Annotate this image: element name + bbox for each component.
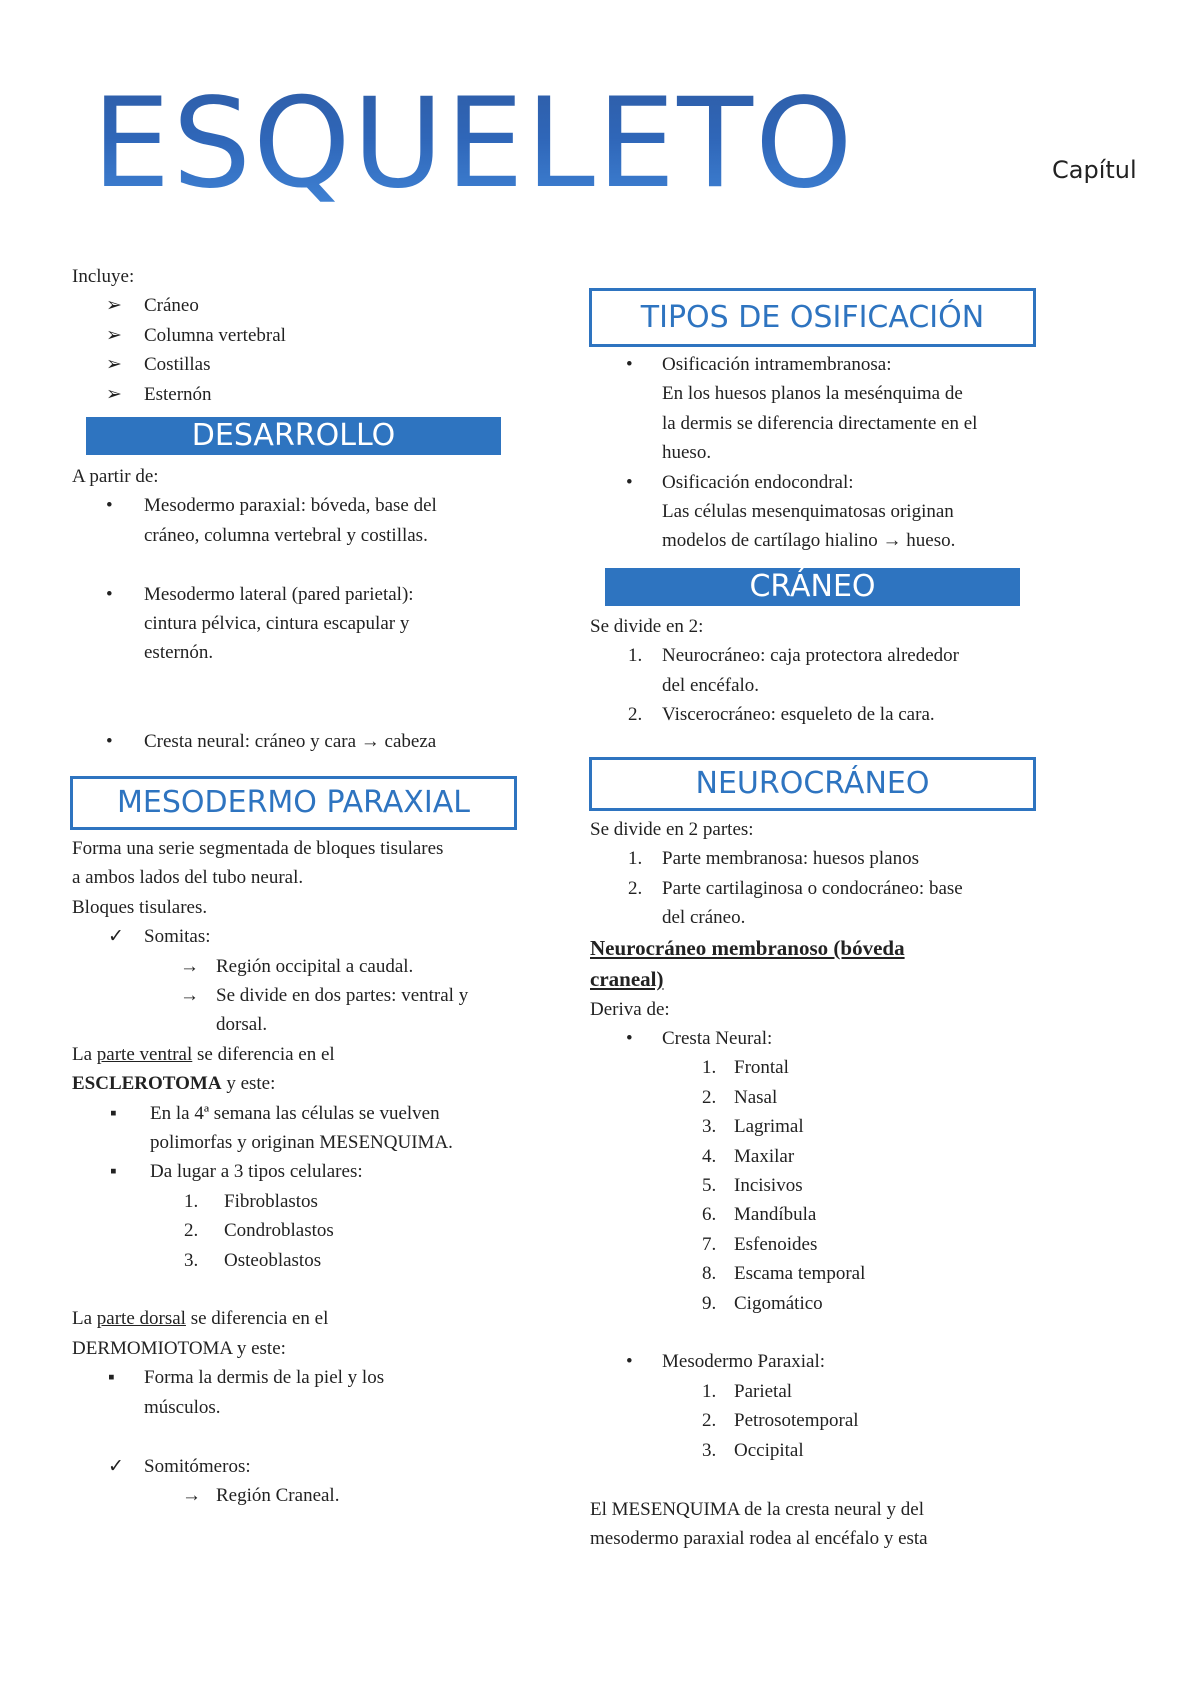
list-number: 2. bbox=[702, 1410, 717, 1432]
subheading-neurocraneo-membranoso-cont: craneal) bbox=[590, 966, 664, 991]
neurocraneo-section bbox=[590, 815, 1060, 1553]
cresta-list bbox=[590, 1053, 1060, 1318]
apartir-label: A partir de: bbox=[72, 466, 159, 487]
arrowhead-icon: ➢ bbox=[106, 354, 122, 376]
list-item: ✓ Somitómeros: bbox=[72, 1452, 542, 1481]
list-item: ➢ Columna vertebral bbox=[72, 321, 532, 350]
list-item: El MESENQUIMA de la cresta neural y del bbox=[590, 1498, 924, 1520]
page-title: ESQUELETO bbox=[92, 72, 855, 216]
list-number: 3. bbox=[702, 1439, 717, 1461]
list-item: 2. Viscerocráneo: esqueleto de la cara. bbox=[590, 700, 1060, 729]
list-item: • Mesodermo Paraxial: bbox=[590, 1347, 1060, 1376]
list-item: polimorfas y originan MESENQUIMA. bbox=[150, 1132, 453, 1154]
list-item: En los huesos planos la mesénquima de bbox=[662, 383, 963, 405]
list-item: cintura pélvica, cintura escapular y bbox=[144, 613, 410, 635]
list-item: la dermis se diferencia directamente en el bbox=[662, 412, 978, 434]
dermomiotoma-list bbox=[72, 1363, 542, 1422]
list-item: 3. Lagrimal bbox=[590, 1112, 1060, 1141]
list-item: esternón. bbox=[144, 642, 214, 664]
list-number: 2. bbox=[628, 704, 643, 726]
list-number: 1. bbox=[628, 645, 643, 667]
bullet-icon: • bbox=[626, 354, 633, 375]
final-paragraph bbox=[590, 1495, 1060, 1554]
list-number: 2. bbox=[702, 1086, 717, 1108]
esclerotoma-list bbox=[72, 1099, 542, 1187]
list-item: ▪ Da lugar a 3 tipos celulares: bbox=[72, 1157, 542, 1186]
list-item: ▪ En la 4ª semana las células se vuelven bbox=[72, 1099, 542, 1128]
list-item: hueso. bbox=[662, 442, 712, 464]
section-header-tipos-osificacion: TIPOS DE OSIFICACIÓN bbox=[589, 288, 1036, 347]
list-number: 8. bbox=[702, 1263, 717, 1285]
list-item: • Cresta neural: cráneo y cara → cabeza bbox=[72, 727, 532, 756]
mesoparax-list bbox=[590, 1377, 1060, 1465]
list-item: del cráneo. bbox=[662, 907, 746, 929]
desarrollo-list bbox=[72, 491, 532, 756]
square-bullet-icon: ▪ bbox=[108, 1367, 115, 1389]
list-item: dorsal. bbox=[216, 1014, 268, 1036]
list-item: 8. Escama temporal bbox=[590, 1259, 1060, 1288]
ventral-paragraph: La parte ventral se diferencia en el bbox=[72, 1043, 335, 1065]
list-item: músculos. bbox=[144, 1396, 221, 1418]
list-number: 1. bbox=[628, 848, 643, 870]
list-item: • Osificación intramembranosa: bbox=[590, 350, 1060, 379]
list-number: 2. bbox=[184, 1220, 199, 1242]
dermomiotoma-line: DERMOMIOTOMA y este: bbox=[72, 1337, 286, 1359]
section-header-craneo: CRÁNEO bbox=[605, 568, 1020, 606]
desarrollo-section bbox=[72, 462, 532, 756]
craneo-section bbox=[590, 612, 1060, 730]
list-item: ✓ Somitas: bbox=[72, 922, 542, 951]
bullet-icon: • bbox=[626, 471, 633, 493]
list-number: 3. bbox=[702, 1116, 717, 1138]
list-item: • Mesodermo paraxial: bóveda, base del bbox=[72, 491, 532, 520]
list-number: 6. bbox=[702, 1204, 717, 1226]
arrowhead-icon: ➢ bbox=[106, 324, 122, 346]
square-bullet-icon: ▪ bbox=[110, 1161, 117, 1183]
list-number: 4. bbox=[702, 1145, 717, 1167]
bullet-icon: • bbox=[626, 1351, 633, 1373]
chapter-label: Capítul bbox=[1052, 156, 1137, 184]
list-item: • Mesodermo lateral (pared parietal): bbox=[72, 580, 532, 609]
list-item: 9. Cigomático bbox=[590, 1289, 1060, 1318]
left-column bbox=[72, 262, 532, 409]
list-item: 3. Osteoblastos bbox=[72, 1246, 542, 1275]
incluye-list bbox=[72, 291, 532, 409]
list-number: 5. bbox=[702, 1175, 717, 1197]
craneo-intro: Se divide en 2: bbox=[590, 616, 704, 637]
mesodermo-paraxial-section bbox=[72, 834, 542, 1510]
checkmark-icon: ✓ bbox=[108, 926, 124, 948]
list-item: ➢ Costillas bbox=[72, 350, 532, 379]
list-number: 1. bbox=[702, 1380, 717, 1402]
osificacion-list bbox=[590, 350, 1060, 556]
incluye-label: Incluye: bbox=[72, 266, 135, 287]
list-item: cráneo, columna vertebral y costillas. bbox=[144, 524, 428, 546]
list-item: 1. Parietal bbox=[590, 1377, 1060, 1406]
list-number: 1. bbox=[702, 1057, 717, 1079]
deriva-label: Deriva de: bbox=[590, 998, 670, 1020]
list-item: mesodermo paraxial rodea al encéfalo y esta bbox=[590, 1527, 928, 1549]
list-item: 1. Parte membranosa: huesos planos bbox=[590, 844, 1060, 873]
list-item: Bloques tisulares. bbox=[72, 896, 208, 918]
section-header-mesodermo-paraxial: MESODERMO PARAXIAL bbox=[70, 776, 517, 830]
bullet-icon: • bbox=[106, 495, 113, 517]
list-item: 2. Nasal bbox=[590, 1083, 1060, 1112]
list-number: 2. bbox=[628, 877, 643, 899]
list-item: 2. Parte cartilaginosa o condocráneo: base bbox=[590, 874, 1060, 903]
bullet-icon: • bbox=[106, 583, 113, 605]
list-number: 1. bbox=[184, 1190, 199, 1212]
list-item: 7. Esfenoides bbox=[590, 1230, 1060, 1259]
list-item: 6. Mandíbula bbox=[590, 1200, 1060, 1229]
list-item: ▪ Forma la dermis de la piel y los bbox=[72, 1363, 542, 1392]
list-item: 2. Condroblastos bbox=[72, 1216, 542, 1245]
list-item: 5. Incisivos bbox=[590, 1171, 1060, 1200]
list-item: del encéfalo. bbox=[662, 674, 760, 696]
arrowhead-icon: ➢ bbox=[106, 295, 122, 317]
list-item: 2. Petrosotemporal bbox=[590, 1406, 1060, 1435]
list-item: modelos de cartílago hialino → hueso. bbox=[662, 530, 956, 552]
esclerotoma-line: ESCLEROTOMA y este: bbox=[72, 1073, 276, 1095]
list-item: → Región Craneal. bbox=[72, 1481, 542, 1510]
subheading-neurocraneo-membranoso: Neurocráneo membranoso (bóveda bbox=[590, 935, 905, 960]
section-header-neurocraneo: NEUROCRÁNEO bbox=[589, 757, 1036, 811]
list-item: 1. Frontal bbox=[590, 1053, 1060, 1082]
arrow-icon: → bbox=[182, 1484, 201, 1506]
list-number: 9. bbox=[702, 1292, 717, 1314]
list-item: → Se divide en dos partes: ventral y bbox=[72, 981, 542, 1010]
list-item: 1. Neurocráneo: caja protectora alrededor bbox=[590, 641, 1060, 670]
list-item: • Cresta Neural: bbox=[590, 1024, 1060, 1053]
list-item: • Osificación endocondral: bbox=[590, 468, 1060, 497]
list-item: ➢ Cráneo bbox=[72, 291, 532, 320]
list-number: 7. bbox=[702, 1233, 717, 1255]
list-item: Las células mesenquimatosas originan bbox=[662, 501, 954, 523]
bullet-icon: • bbox=[626, 1028, 633, 1050]
list-item: a ambos lados del tubo neural. bbox=[72, 867, 304, 889]
arrow-icon: → bbox=[180, 985, 199, 1007]
dorsal-paragraph: La parte dorsal se diferencia en el bbox=[72, 1308, 329, 1330]
mp-lines bbox=[72, 834, 542, 922]
craneo-list bbox=[590, 641, 1060, 729]
neurocraneo-list bbox=[590, 844, 1060, 932]
bullet-icon: • bbox=[106, 730, 113, 752]
square-bullet-icon: ▪ bbox=[110, 1102, 117, 1124]
arrowhead-icon: ➢ bbox=[106, 383, 122, 405]
list-item: → Región occipital a caudal. bbox=[72, 952, 542, 981]
arrow-icon: → bbox=[180, 955, 199, 977]
list-item: 4. Maxilar bbox=[590, 1142, 1060, 1171]
list-item: 1. Fibroblastos bbox=[72, 1187, 542, 1216]
neuro-intro: Se divide en 2 partes: bbox=[590, 819, 754, 840]
checkmark-icon: ✓ bbox=[108, 1455, 124, 1477]
section-header-desarrollo: DESARROLLO bbox=[86, 417, 501, 455]
cell-types-list bbox=[72, 1187, 542, 1275]
list-item: ➢ Esternón bbox=[72, 380, 532, 409]
somitas-sublist bbox=[72, 952, 542, 1040]
list-number: 3. bbox=[184, 1249, 199, 1271]
list-item: 3. Occipital bbox=[590, 1436, 1060, 1465]
list-item: Forma una serie segmentada de bloques tisulares bbox=[72, 838, 444, 859]
osificacion-section bbox=[590, 350, 1060, 556]
